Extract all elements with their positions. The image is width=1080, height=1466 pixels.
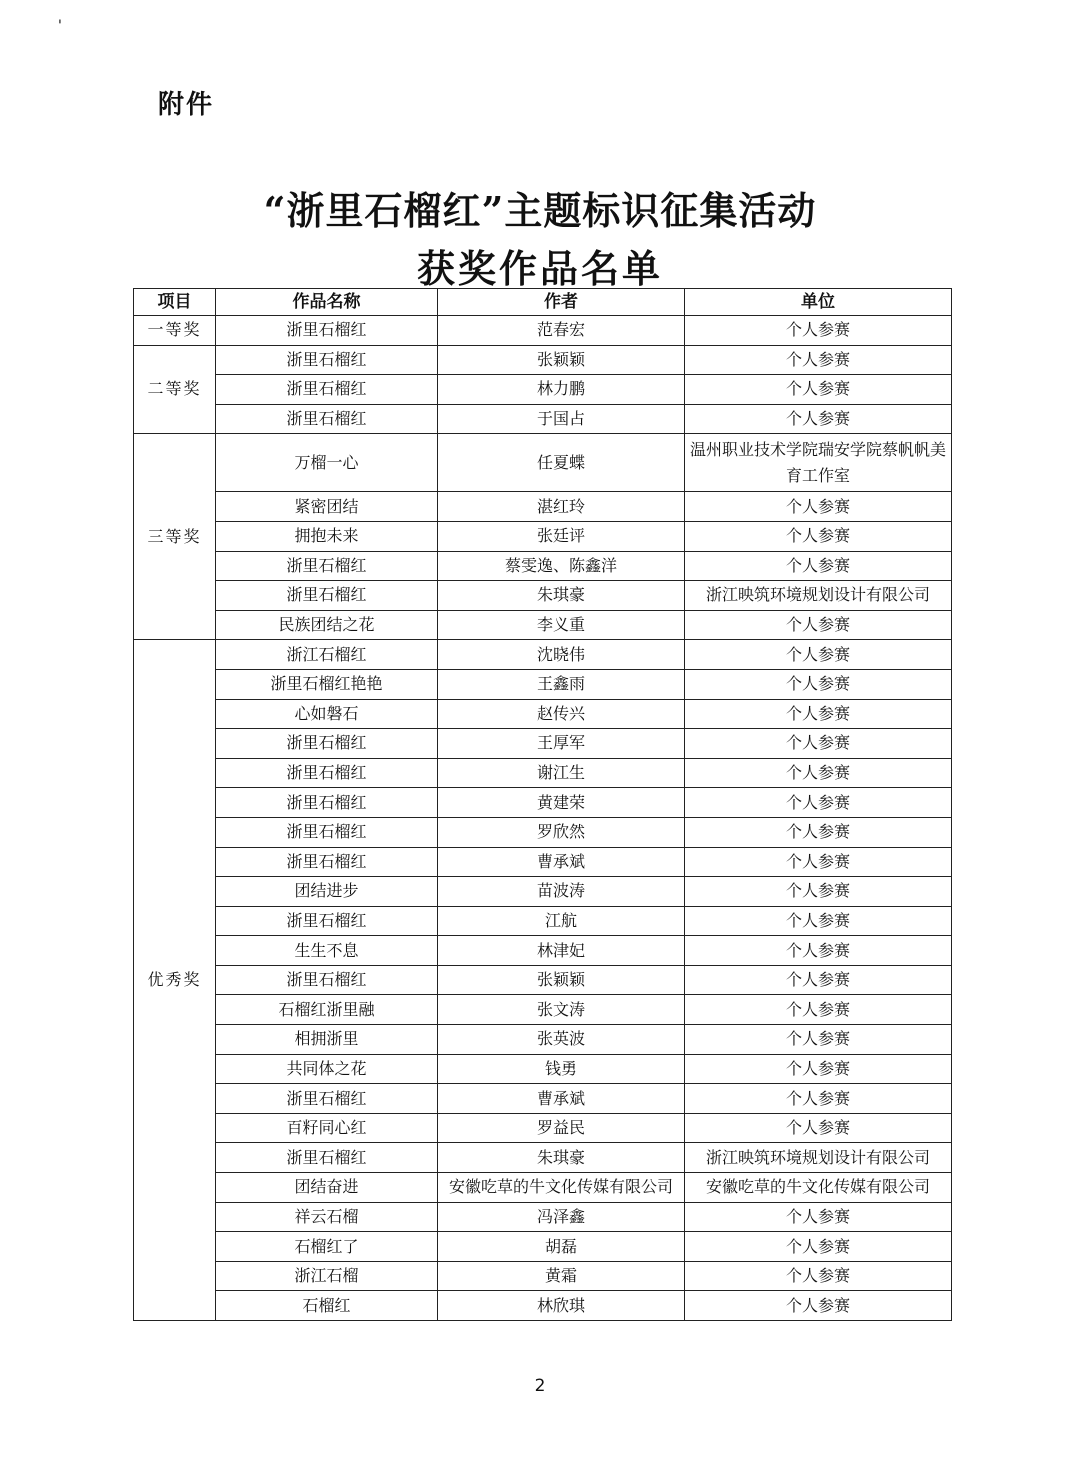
- unit-cell: 个人参赛: [685, 1084, 952, 1114]
- unit-cell: 个人参赛: [685, 521, 952, 551]
- table-row: [134, 1084, 952, 1114]
- page-number: 2: [534, 1376, 546, 1396]
- author-cell: 曹承斌: [438, 1084, 685, 1114]
- unit-cell: 个人参赛: [685, 669, 952, 699]
- unit-cell: 安徽吃草的牛文化传媒有限公司: [685, 1173, 952, 1203]
- work-title-cell: 心如磐石: [216, 699, 438, 729]
- header-category: 项目: [134, 289, 216, 316]
- table-row: [134, 316, 952, 346]
- unit-cell: 个人参赛: [685, 345, 952, 375]
- work-title-cell: 石榴红: [216, 1291, 438, 1321]
- award-category-cell: 一等奖: [134, 316, 216, 346]
- work-title-cell: 祥云石榴: [216, 1202, 438, 1232]
- table-row: [134, 788, 952, 818]
- work-title-cell: 拥抱未来: [216, 521, 438, 551]
- table-row: [134, 729, 952, 759]
- work-title-cell: 团结进步: [216, 877, 438, 907]
- unit-cell: 个人参赛: [685, 492, 952, 522]
- author-cell: 罗益民: [438, 1113, 685, 1143]
- author-cell: 钱勇: [438, 1054, 685, 1084]
- unit-cell: 个人参赛: [685, 1025, 952, 1055]
- scan-mark: ': [58, 18, 62, 34]
- work-title-cell: 万榴一心: [216, 434, 438, 492]
- table-row: [134, 906, 952, 936]
- table-row: [134, 936, 952, 966]
- unit-cell: 个人参赛: [685, 936, 952, 966]
- work-title-cell: 浙里石榴红: [216, 581, 438, 611]
- work-title-cell: 共同体之花: [216, 1054, 438, 1084]
- unit-cell: 个人参赛: [685, 906, 952, 936]
- author-cell: 胡磊: [438, 1232, 685, 1262]
- author-cell: 林欣琪: [438, 1291, 685, 1321]
- work-title-cell: 浙里石榴红艳艳: [216, 669, 438, 699]
- award-category-cell: 三等奖: [134, 434, 216, 640]
- work-title-cell: 浙里石榴红: [216, 788, 438, 818]
- work-title-cell: 浙江石榴红: [216, 640, 438, 670]
- author-cell: 张颖颖: [438, 345, 685, 375]
- table-row: [134, 1113, 952, 1143]
- author-cell: 谢江生: [438, 758, 685, 788]
- unit-cell: 个人参赛: [685, 551, 952, 581]
- work-title-cell: 浙里石榴红: [216, 729, 438, 759]
- unit-cell: 个人参赛: [685, 847, 952, 877]
- author-cell: 苗波涛: [438, 877, 685, 907]
- unit-cell: 个人参赛: [685, 1054, 952, 1084]
- unit-cell: 个人参赛: [685, 758, 952, 788]
- unit-cell: 个人参赛: [685, 729, 952, 759]
- unit-cell: 个人参赛: [685, 1202, 952, 1232]
- author-cell: 黄建荣: [438, 788, 685, 818]
- table-row: [134, 1232, 952, 1262]
- author-cell: 湛红玲: [438, 492, 685, 522]
- table-header-row: [134, 289, 952, 316]
- unit-cell: 个人参赛: [685, 610, 952, 640]
- table-row: [134, 877, 952, 907]
- work-title-cell: 浙里石榴红: [216, 551, 438, 581]
- table-row: [134, 521, 952, 551]
- unit-cell: 个人参赛: [685, 965, 952, 995]
- unit-cell: 浙江映筑环境规划设计有限公司: [685, 1143, 952, 1173]
- author-cell: 罗欣然: [438, 817, 685, 847]
- work-title-cell: 百籽同心红: [216, 1113, 438, 1143]
- award-category-cell: 二等奖: [134, 345, 216, 434]
- table-row: [134, 434, 952, 492]
- header-author: 作者: [438, 289, 685, 316]
- table-row: [134, 551, 952, 581]
- document-title: “浙里石榴红”主题标识征集活动: [263, 188, 817, 233]
- author-cell: 冯泽鑫: [438, 1202, 685, 1232]
- work-title-cell: 石榴红了: [216, 1232, 438, 1262]
- work-title-cell: 民族团结之花: [216, 610, 438, 640]
- awards-table: [133, 288, 952, 1321]
- table-row: [134, 995, 952, 1025]
- work-title-cell: 石榴红浙里融: [216, 995, 438, 1025]
- work-title-cell: 浙里石榴红: [216, 1084, 438, 1114]
- work-title-cell: 浙里石榴红: [216, 316, 438, 346]
- work-title-cell: 相拥浙里: [216, 1025, 438, 1055]
- header-unit: 单位: [685, 289, 952, 316]
- unit-cell: 个人参赛: [685, 640, 952, 670]
- unit-cell: 个人参赛: [685, 1261, 952, 1291]
- author-cell: 江航: [438, 906, 685, 936]
- work-title-cell: 浙里石榴红: [216, 847, 438, 877]
- work-title-cell: 浙里石榴红: [216, 817, 438, 847]
- unit-cell: 个人参赛: [685, 375, 952, 405]
- author-cell: 曹承斌: [438, 847, 685, 877]
- table-row: [134, 1202, 952, 1232]
- table-row: [134, 1173, 952, 1203]
- work-title-cell: 浙江石榴: [216, 1261, 438, 1291]
- table-row: [134, 1261, 952, 1291]
- author-cell: 黄霜: [438, 1261, 685, 1291]
- table-row: [134, 1025, 952, 1055]
- author-cell: 张英波: [438, 1025, 685, 1055]
- author-cell: 安徽吃草的牛文化传媒有限公司: [438, 1173, 685, 1203]
- author-cell: 林津妃: [438, 936, 685, 966]
- unit-cell: 个人参赛: [685, 995, 952, 1025]
- table-row: [134, 965, 952, 995]
- author-cell: 范春宏: [438, 316, 685, 346]
- author-cell: 沈晓伟: [438, 640, 685, 670]
- work-title-cell: 紧密团结: [216, 492, 438, 522]
- work-title-cell: 浙里石榴红: [216, 906, 438, 936]
- unit-cell: 温州职业技术学院瑞安学院蔡帆帆美育工作室: [685, 434, 952, 492]
- author-cell: 任夏蝶: [438, 434, 685, 492]
- attachment-label: 附件: [158, 90, 215, 120]
- table-row: [134, 345, 952, 375]
- table-row: [134, 640, 952, 670]
- table-row: [134, 699, 952, 729]
- awards-table-body: [134, 316, 952, 1321]
- author-cell: 王厚军: [438, 729, 685, 759]
- table-row: [134, 1291, 952, 1321]
- author-cell: 李义重: [438, 610, 685, 640]
- unit-cell: 个人参赛: [685, 699, 952, 729]
- work-title-cell: 生生不息: [216, 936, 438, 966]
- unit-cell: 个人参赛: [685, 1232, 952, 1262]
- unit-cell: 个人参赛: [685, 1113, 952, 1143]
- table-row: [134, 581, 952, 611]
- author-cell: 朱琪豪: [438, 581, 685, 611]
- table-row: [134, 1143, 952, 1173]
- work-title-cell: 浙里石榴红: [216, 758, 438, 788]
- unit-cell: 个人参赛: [685, 788, 952, 818]
- author-cell: 王鑫雨: [438, 669, 685, 699]
- table-row: [134, 847, 952, 877]
- table-row: [134, 758, 952, 788]
- author-cell: 于国占: [438, 404, 685, 434]
- work-title-cell: 浙里石榴红: [216, 345, 438, 375]
- author-cell: 张颖颖: [438, 965, 685, 995]
- work-title-cell: 浙里石榴红: [216, 404, 438, 434]
- author-cell: 张廷评: [438, 521, 685, 551]
- unit-cell: 个人参赛: [685, 1291, 952, 1321]
- table-row: [134, 375, 952, 405]
- unit-cell: 浙江映筑环境规划设计有限公司: [685, 581, 952, 611]
- unit-cell: 个人参赛: [685, 817, 952, 847]
- work-title-cell: 浙里石榴红: [216, 1143, 438, 1173]
- table-row: [134, 610, 952, 640]
- document-subtitle: 获奖作品名单: [416, 246, 663, 291]
- author-cell: 赵传兴: [438, 699, 685, 729]
- table-row: [134, 1054, 952, 1084]
- unit-cell: 个人参赛: [685, 404, 952, 434]
- award-category-cell: 优秀奖: [134, 640, 216, 1321]
- work-title-cell: 浙里石榴红: [216, 375, 438, 405]
- unit-cell: 个人参赛: [685, 877, 952, 907]
- author-cell: 林力鹏: [438, 375, 685, 405]
- header-work-title: 作品名称: [216, 289, 438, 316]
- work-title-cell: 团结奋进: [216, 1173, 438, 1203]
- table-row: [134, 669, 952, 699]
- author-cell: 朱琪豪: [438, 1143, 685, 1173]
- table-row: [134, 404, 952, 434]
- work-title-cell: 浙里石榴红: [216, 965, 438, 995]
- unit-cell: 个人参赛: [685, 316, 952, 346]
- author-cell: 张文涛: [438, 995, 685, 1025]
- author-cell: 蔡雯逸、陈鑫洋: [438, 551, 685, 581]
- table-row: [134, 817, 952, 847]
- table-row: [134, 492, 952, 522]
